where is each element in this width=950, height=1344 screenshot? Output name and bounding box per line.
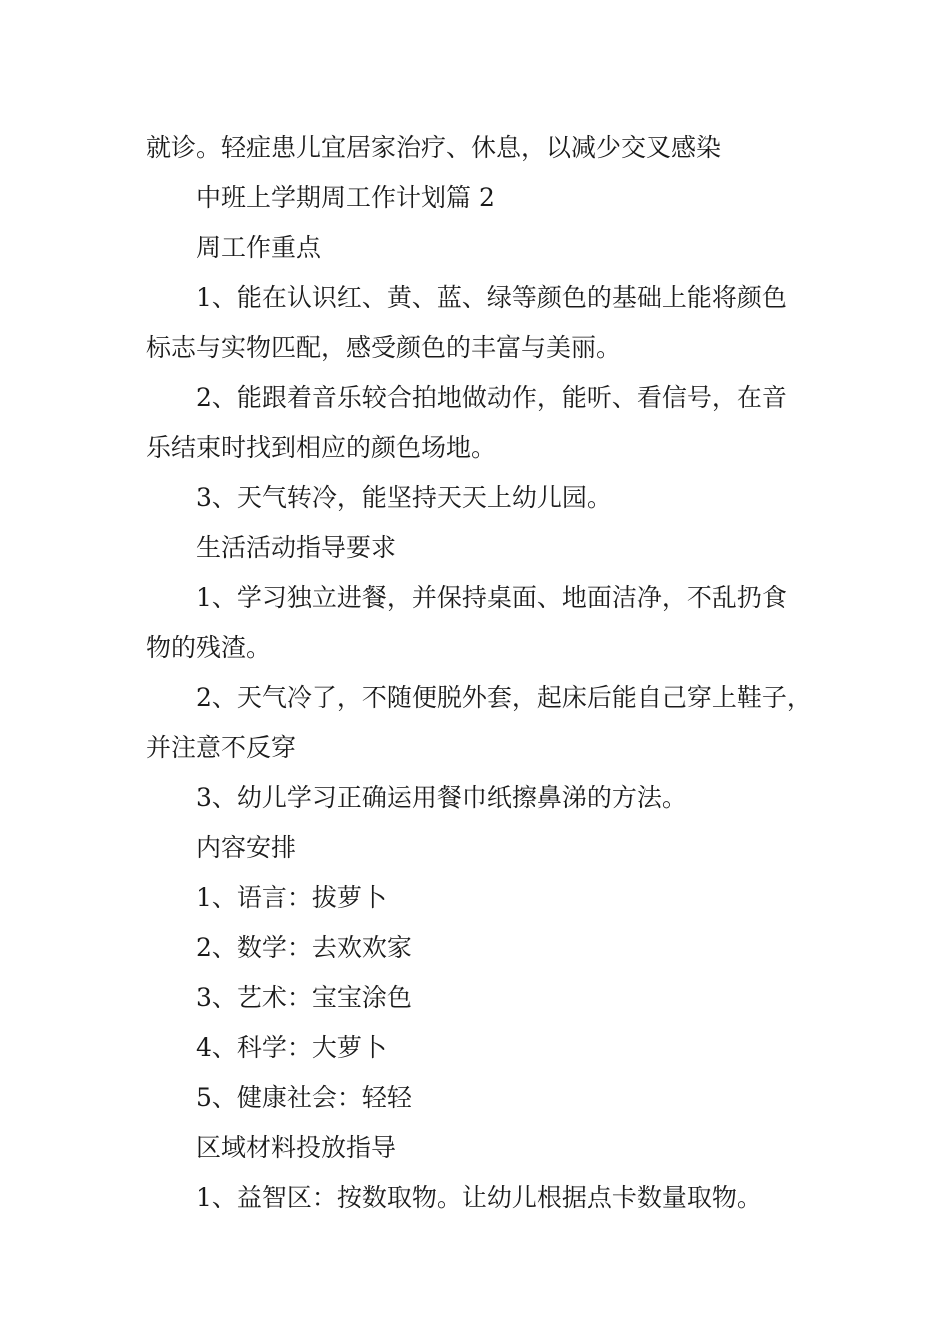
focus-item-2-continued: 乐结束时找到相应的颜色场地。	[146, 433, 497, 462]
area-item-1: 1、益智区：按数取物。让幼儿根据点卡数量取物。	[196, 1183, 762, 1212]
content-item-4: 4、科学：大萝卜	[196, 1033, 387, 1062]
life-item-2: 2、天气冷了，不随便脱外套，起床后能自己穿上鞋子，	[196, 683, 812, 712]
content-item-1: 1、语言：拔萝卜	[196, 883, 387, 912]
life-item-1: 1、学习独立进餐，并保持桌面、地面洁净，不乱扔食	[196, 583, 787, 612]
content-item-5: 5、健康社会：轻轻	[196, 1083, 412, 1112]
heading-area-materials: 区域材料投放指导	[196, 1133, 397, 1162]
content-item-2: 2、数学：去欢欢家	[196, 933, 412, 962]
life-item-1-continued: 物的残渣。	[146, 633, 272, 662]
heading-weekly-focus: 周工作重点	[196, 233, 322, 262]
document-body	[146, 123, 826, 1223]
paragraph-continuation: 就诊。轻症患儿宜居家治疗、休息，以减少交叉感染	[146, 133, 722, 162]
focus-item-1: 1、能在认识红、黄、蓝、绿等颜色的基础上能将颜色	[196, 283, 787, 312]
focus-item-2: 2、能跟着音乐较合拍地做动作，能听、看信号，在音	[196, 383, 787, 412]
content-item-3: 3、艺术：宝宝涂色	[196, 983, 412, 1012]
heading-content-arrangement: 内容安排	[196, 833, 297, 862]
life-item-2-continued: 并注意不反穿	[146, 733, 297, 762]
focus-item-3: 3、天气转冷，能坚持天天上幼儿园。	[196, 483, 612, 512]
heading-life-activities: 生活活动指导要求	[196, 533, 397, 562]
focus-item-1-continued: 标志与实物匹配，感受颜色的丰富与美丽。	[146, 333, 622, 362]
life-item-3: 3、幼儿学习正确运用餐巾纸擦鼻涕的方法。	[196, 783, 687, 812]
section-title: 中班上学期周工作计划篇 2	[196, 183, 495, 212]
